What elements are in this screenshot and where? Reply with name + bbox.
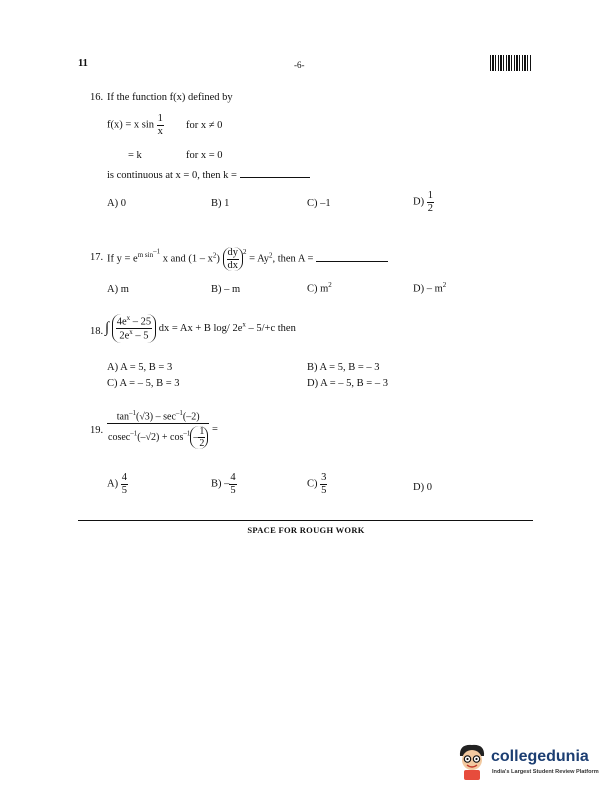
q16-option-b: B) 1 (211, 198, 230, 209)
logo-tagline: India's Largest Student Review Platform (492, 769, 599, 775)
page-number: -6- (294, 60, 305, 70)
mascot-icon (455, 742, 489, 782)
q16-number: 16. (90, 92, 104, 103)
q18-option-d: D) A = – 5, B = – 3 (307, 378, 388, 389)
q16-tail: is continuous at x = 0, then k = (107, 169, 310, 181)
q16-cond2: for x = 0 (186, 150, 223, 161)
page-code: 11 (78, 58, 88, 69)
collegedunia-logo (455, 742, 605, 786)
q19-option-c: C) $\frac{3}{5}$ (307, 472, 327, 496)
divider (78, 520, 533, 521)
q18-option-a: A) A = 5, B = 3 (107, 362, 173, 373)
rough-work-label: SPACE FOR ROUGH WORK (247, 525, 365, 535)
q16-cond1: for x ≠ 0 (186, 120, 223, 131)
q18-number: 18. (90, 326, 104, 337)
logo-name: collegedunia (491, 748, 589, 765)
q19-option-a: A) $\frac{4}{5}$ (107, 472, 127, 496)
q16-stem: If the function f(x) defined by (107, 92, 233, 103)
q17-option-a: A) m (107, 284, 129, 295)
q16-fx: f(x) = x sin $\frac{1}{x}$ (107, 113, 163, 137)
q18-expression: ∫ $\frac{4e^x - 25}{2e^x - 5}$ dx = Ax + B log/ $2e^x - 5/+c$ then (105, 314, 296, 342)
barcode-icon (490, 55, 532, 71)
q19-number: 19. (90, 425, 104, 436)
q16-option-a: A) 0 (107, 198, 126, 209)
q17-expression: If $y = e^{m sin^{-1}}$ x and $(1 - x^2)$ $\frac{dy}{dx}$ $^2 = Ay^2$, then A = (107, 242, 388, 271)
q19-expression: $\tan^{-1}(√3) - \sec^{-1}(-2)$ $cosec^{-1}(-√2) + \cos^{-1}$ – $\frac{1}{2}$ = (108, 409, 218, 450)
q16-option-c: C) –1 (307, 198, 331, 209)
q16-option-d: D) $\frac{1}{2}$ (413, 190, 433, 214)
q17-option-d: $D) - m^2$ (413, 281, 447, 295)
q18-option-b: B) A = 5, B = – 3 (307, 362, 380, 373)
q17-number: 17. (90, 252, 104, 263)
q16-fraction: $\frac{1}{x}$ (157, 113, 163, 137)
q19-option-d: D) 0 (413, 482, 432, 493)
q19-option-b: B) – $\frac{4}{5}$ (211, 472, 236, 496)
q16-line2: = k (128, 150, 142, 161)
q17-option-b: B) – m (211, 284, 241, 295)
q17-option-c: C) $m^2$ (307, 281, 332, 295)
q18-option-c: C) A = – 5, B = 3 (107, 378, 180, 389)
